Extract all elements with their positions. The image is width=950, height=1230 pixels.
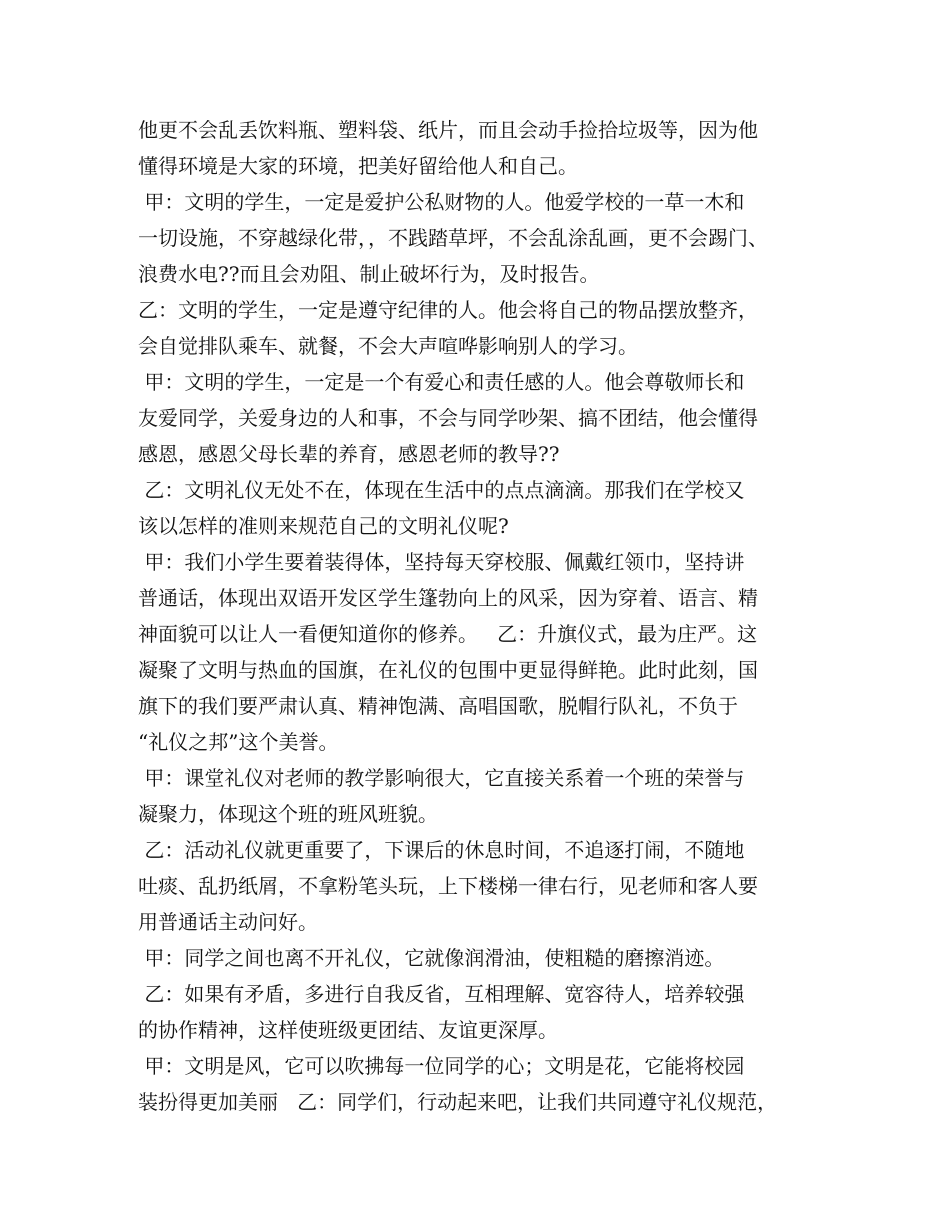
text-line: 会自觉排队乘车、就餐，不会大声喧哗影响别人的学习。 [138, 334, 638, 358]
text-line: 浪费水电??而且会劝阻、制止破坏行为，及时报告。 [138, 262, 600, 286]
text-line: 甲：文明是风，它可以吹拂每一位同学的心；文明是花，它能将校园 [138, 1054, 745, 1078]
body-text [138, 112, 828, 1120]
text-line: 甲：同学之间也离不开礼仪，它就像润滑油，使粗糙的磨擦消迹。 [138, 946, 725, 970]
text-line: 乙：如果有矛盾，多进行自我反省，互相理解、宽容待人，培养较强 [138, 982, 745, 1006]
text-line: 该以怎样的准则来规范自己的文明礼仪呢? [138, 514, 509, 538]
text-line: 懂得环境是大家的环境，把美好留给他人和自己。 [138, 154, 578, 178]
text-line: 感恩，感恩父母长辈的养育，感恩老师的教导?? [138, 442, 560, 466]
text-line: 甲：课堂礼仪对老师的教学影响很大，它直接关系着一个班的荣誉与 [138, 766, 745, 790]
text-line: 神面貌可以让人一看便知道你的修养。 乙：升旗仪式，最为庄严。这 [138, 622, 758, 646]
text-line: 乙：文明礼仪无处不在，体现在生活中的点点滴滴。那我们在学校又 [138, 478, 745, 502]
text-line: “礼仪之邦”这个美誉。 [138, 730, 339, 754]
text-line: 甲：我们小学生要着装得体，坚持每天穿校服、佩戴红领巾，坚持讲 [138, 550, 745, 574]
text-line: 旗下的我们要严肃认真、精神饱满、高唱国歌，脱帽行队礼，不负于 [138, 694, 738, 718]
text-line: 甲：文明的学生，一定是一个有爱心和责任感的人。他会尊敬师长和 [138, 370, 745, 394]
text-line: 凝聚了文明与热血的国旗，在礼仪的包围中更显得鲜艳。此时此刻，国 [138, 658, 758, 682]
text-line: 装扮得更加美丽 乙：同学们，行动起来吧，让我们共同遵守礼仪规范， [138, 1090, 778, 1114]
text-line: 乙：文明的学生，一定是遵守纪律的人。他会将自己的物品摆放整齐， [138, 298, 758, 322]
text-line: 普通话，体现出双语开发区学生篷勃向上的风采，因为穿着、语言、精 [138, 586, 758, 610]
text-line: 凝聚力，体现这个班的班风班貌。 [138, 802, 438, 826]
text-line: 吐痰、乱扔纸屑，不拿粉笔头玩，上下楼梯一律右行，见老师和客人要 [138, 874, 758, 898]
text-line: 他更不会乱丢饮料瓶、塑料袋、纸片，而且会动手捡拾垃圾等，因为他 [138, 118, 758, 142]
text-line: 用普通话主动问好。 [138, 910, 318, 934]
text-line: 的协作精神，这样使班级更团结、友谊更深厚。 [138, 1018, 558, 1042]
text-line: 甲：文明的学生，一定是爱护公私财物的人。他爱学校的一草一木和 [138, 190, 745, 214]
text-line: 乙：活动礼仪就更重要了，下课后的休息时间，不追逐打闹，不随地 [138, 838, 745, 862]
text-line: 一切设施，不穿越绿化带，，不践踏草坪，不会乱涂乱画，更不会踢门、 [138, 226, 768, 250]
text-line: 友爱同学，关爱身边的人和事，不会与同学吵架、搞不团结，他会懂得 [138, 406, 758, 430]
